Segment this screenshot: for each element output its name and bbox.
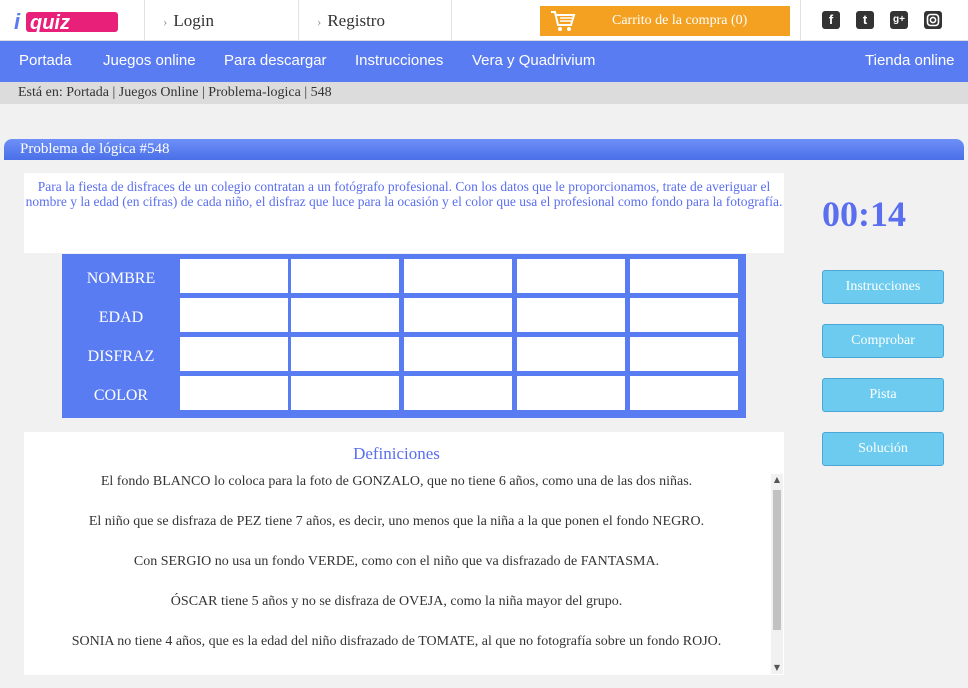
clue-item: SONIA no tiene 4 años, que es la edad del niño disfrazado de TOMATE, al que no fotografía sobre un fondo ROJO. bbox=[71, 634, 722, 649]
puzzle-intro: Para la fiesta de disfraces de un colegio contratan a un fotógrafo profesional. Con los datos que le proporcionamos, trate de averiguar el nombre y la edad (en cifras) de cada niño, el disfraz que luce para la ocasión y el color que usa el profesional como fondo para la fotografía. bbox=[24, 173, 784, 253]
svg-text:quiz: quiz bbox=[30, 12, 70, 34]
social-links bbox=[800, 0, 968, 41]
twitter-icon[interactable]: t bbox=[856, 11, 874, 29]
grid-cell[interactable] bbox=[403, 297, 513, 333]
main-nav bbox=[0, 41, 968, 82]
grid-cell[interactable] bbox=[290, 258, 400, 294]
definitions-scrollbar[interactable] bbox=[771, 474, 783, 674]
top-bar bbox=[0, 0, 968, 41]
definitions-title: Definiciones bbox=[353, 444, 440, 463]
grid-cell[interactable] bbox=[179, 375, 289, 411]
clue-item: El fondo BLANCO lo coloca para la foto de GONZALO, que no tiene 6 años, como una de las dos niñas. bbox=[100, 474, 693, 489]
grid-cell[interactable] bbox=[403, 258, 513, 294]
puzzle-title: Problema de lógica #548 bbox=[4, 139, 964, 160]
scroll-up-arrow-icon[interactable]: ▲ bbox=[773, 475, 781, 484]
nav-item-portada[interactable]: Portada bbox=[19, 52, 72, 69]
nav-item-para-descargar[interactable]: Para descargar bbox=[224, 52, 327, 69]
facebook-icon[interactable]: f bbox=[822, 11, 840, 29]
google-plus-icon[interactable]: g+ bbox=[890, 11, 908, 29]
grid-cell[interactable] bbox=[179, 336, 289, 372]
grid-cell[interactable] bbox=[290, 297, 400, 333]
scrollbar-thumb[interactable] bbox=[773, 490, 781, 630]
grid-cell[interactable] bbox=[290, 375, 400, 411]
grid-cell[interactable] bbox=[629, 258, 739, 294]
register-link[interactable] bbox=[298, 0, 452, 41]
chevron-right-icon: › bbox=[163, 14, 168, 29]
grid-cell[interactable] bbox=[403, 336, 513, 372]
grid-cell[interactable] bbox=[516, 297, 626, 333]
scroll-down-arrow-icon[interactable]: ▼ bbox=[773, 663, 781, 672]
instagram-icon[interactable] bbox=[924, 11, 942, 29]
instructions-button[interactable]: Instrucciones bbox=[822, 270, 944, 304]
grid-cell[interactable] bbox=[516, 375, 626, 411]
row-label-edad: EDAD bbox=[98, 309, 144, 326]
clue-item: ÓSCAR tiene 5 años y no se disfraza de OVEJA, como la niña mayor del grupo. bbox=[170, 594, 623, 609]
login-label: Login bbox=[173, 11, 214, 30]
answer-grid bbox=[62, 254, 746, 418]
clue-item: Con SERGIO no usa un fondo VERDE, como con el niño que va disfrazado de FANTASMA. bbox=[133, 554, 660, 569]
register-label: Registro bbox=[327, 11, 385, 30]
nav-item-instrucciones[interactable]: Instrucciones bbox=[355, 52, 444, 69]
grid-cell[interactable] bbox=[403, 375, 513, 411]
breadcrumb: Está en: Portada | Juegos Online | Problema-logica | 548 bbox=[0, 82, 968, 104]
chevron-right-icon: › bbox=[317, 14, 322, 29]
definitions-panel bbox=[24, 432, 784, 675]
cart-label: Carrito de la compra (0) bbox=[612, 13, 748, 28]
solution-button[interactable]: Solución bbox=[822, 432, 944, 466]
timer-display: 00:14 bbox=[822, 194, 906, 234]
grid-cell[interactable] bbox=[516, 258, 626, 294]
cart-button[interactable] bbox=[540, 6, 790, 36]
hint-button[interactable]: Pista bbox=[822, 378, 944, 412]
login-link[interactable] bbox=[144, 0, 298, 41]
grid-cell[interactable] bbox=[629, 297, 739, 333]
row-label-disfraz: DISFRAZ bbox=[87, 348, 155, 365]
row-label-nombre: NOMBRE bbox=[86, 270, 156, 287]
grid-cell[interactable] bbox=[179, 258, 289, 294]
clue-item: El niño que se disfraza de PEZ tiene 7 años, es decir, uno menos que la niña a la que ponen el fondo NEGRO. bbox=[88, 514, 705, 529]
row-label-color: COLOR bbox=[93, 387, 149, 404]
nav-item-juegos-online[interactable]: Juegos online bbox=[103, 52, 196, 69]
iquiz-logo[interactable] bbox=[12, 8, 122, 34]
nav-item-vera-quadrivium[interactable]: Vera y Quadrivium bbox=[472, 52, 596, 69]
check-button[interactable]: Comprobar bbox=[822, 324, 944, 358]
grid-cell[interactable] bbox=[179, 297, 289, 333]
grid-cell[interactable] bbox=[629, 375, 739, 411]
cart-icon bbox=[550, 9, 576, 33]
nav-item-tienda-online[interactable]: Tienda online bbox=[865, 52, 955, 69]
grid-cell[interactable] bbox=[516, 336, 626, 372]
grid-cell[interactable] bbox=[290, 336, 400, 372]
svg-text:i: i bbox=[14, 9, 21, 34]
grid-cell[interactable] bbox=[629, 336, 739, 372]
